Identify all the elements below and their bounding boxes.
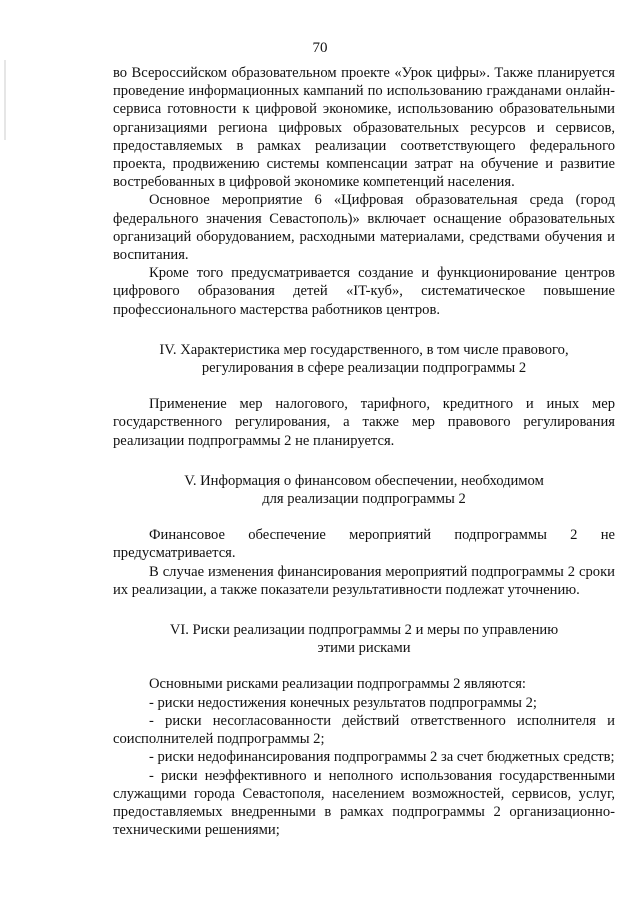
scan-edge-mark bbox=[4, 60, 6, 140]
risk-item-4: - риски неэффективного и неполного использования государственными служащими города Севастополя, населением возможностей, сервисов, услуг, предоставляемых внедренными в рамках подпрограммы 2 организационно-техническими решениями; bbox=[113, 767, 615, 839]
section4-heading-line2: регулирования в сфере реализации подпрограммы 2 bbox=[201, 360, 527, 377]
section5-paragraph-1: Финансовое обеспечение мероприятий подпрограммы 2 не предусматривается. bbox=[113, 527, 615, 562]
risk-item-3: - риски недофинансирования подпрограммы 2 за счет бюджетных средств; bbox=[149, 749, 615, 766]
intro-paragraph-3: Кроме того предусматривается создание и функционирование центров цифрового образования детей «IT-куб», систематическое повышение профессионального мастерства работников центров. bbox=[113, 265, 615, 318]
section4-heading-line1: IV. Характеристика мер государственного, в том числе правового, bbox=[159, 341, 569, 358]
section6-heading-line2: этими рисками bbox=[317, 640, 411, 657]
section5-heading-line2: для реализации подпрограммы 2 bbox=[262, 491, 466, 508]
section5-heading-line1: V. Информация о финансовом обеспечении, необходимом bbox=[184, 472, 544, 489]
page-number: 70 bbox=[312, 40, 328, 56]
section6-lead: Основными рисками реализации подпрограммы 2 являются: bbox=[149, 676, 526, 693]
section5-paragraph-2: В случае изменения финансирования мероприятий подпрограммы 2 сроки их реализации, а также показатели результативности подлежат уточнению. bbox=[113, 563, 615, 598]
page-content bbox=[113, 64, 615, 839]
intro-paragraph-2: Основное мероприятие 6 «Цифровая образовательная среда (город федерального значения Севастополь)» включает оснащение образовательных организаций оборудованием, расходными материалами, средствами обучения и воспитания. bbox=[113, 192, 615, 264]
section4-paragraph: Применение мер налогового, тарифного, кредитного и иных мер государственного регулирования, а также мер правового регулирования реализации подпрограммы 2 не планируется. bbox=[113, 396, 615, 449]
intro-paragraph-1: во Всероссийском образовательном проекте «Урок цифры». Также планируется проведение информационных кампаний по использованию гражданами онлайн-сервиса готовности к цифровой экономике, использованию образовательными организациями региона цифровых образовательных ресурсов и сервисов, предоставляемых в рамках реализации соответствующего федерального проекта, продвижению системы компенсации затрат на обучение и развитие востребованных в цифровой экономике компетенций населения. bbox=[113, 65, 615, 191]
risk-item-2: - риски несогласованности действий ответственного исполнителя и соисполнителей подпрограммы 2; bbox=[113, 712, 615, 748]
section6-heading-line1: VI. Риски реализации подпрограммы 2 и меры по управлению bbox=[169, 622, 559, 639]
risk-item-1: - риски недостижения конечных результатов подпрограммы 2; bbox=[149, 694, 537, 711]
